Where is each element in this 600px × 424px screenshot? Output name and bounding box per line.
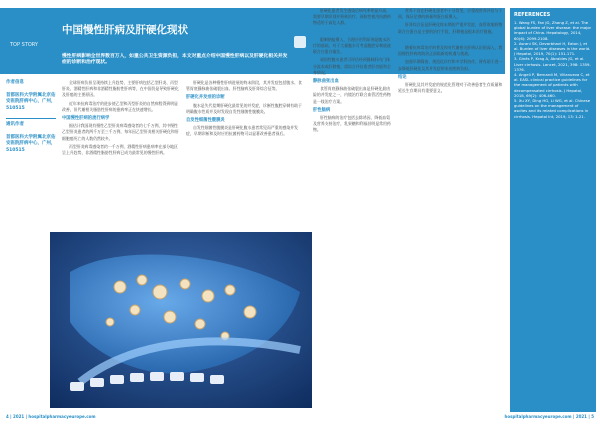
reference-item: 1. Wang FS, Fan JG, Zhang Z, et al. The global burden of liver disease: the major impact of China. Hepatology, 2014, 60(6): 2099-2108.	[514, 20, 592, 41]
divider	[6, 118, 56, 119]
abstract: 慢性肝病影响全世界数百万人，如重公共卫生资源负担，本文对重点介绍中国慢性肝病以及肝硬化相关并发症的诊断和治疗现状。	[62, 54, 288, 66]
body-column-4	[398, 8, 506, 412]
section-heading: 肝性脑病	[313, 107, 331, 113]
author-info-heading: 作者信息	[6, 80, 24, 85]
paragraph: 加强早期筛查、规范化诊疗和多学科协作，将有助于进一步降低肝硬化及其并发症带来的疾病负担。	[398, 59, 503, 71]
correspondence-affiliation: 首都医科大学附属北京佑安医院肝病中心，广州，510515	[6, 134, 56, 153]
paragraph: 丙型肝炎病毒感染者约一千万例，酒精性肝病患病率在部分地区呈上升趋势，非酒精性脂肪性肝病已成为最常见的慢性肝病。	[62, 143, 178, 156]
paragraph: 肝硬化是各种慢性肝病进展的终末阶段，其并发症包括腹水、食管胃底静脉曲张破裂出血、肝性脑病及肝肾综合征等。	[186, 80, 302, 92]
paragraph: 营养不良在肝硬化患者中十分常见，应重视营养评估与干预，保证足够的热量和蛋白质摄入。	[398, 8, 503, 20]
paragraph: 肝性脑病的治疗包括去除诱因、降低血氨及营养支持治疗，乳果糖和利福昔明是常用药物。	[313, 115, 391, 133]
paragraph: 限制钠盐摄入、合理应用利尿剂是腹水治疗的基础，对于大量腹水可考虑腹腔穿刺放液联合白蛋白输注。	[313, 36, 391, 55]
decorative-square-icon	[294, 36, 306, 48]
reference-item: 2. Asrani SK, Devarbhavi H, Eaton J, et al. Burden of liver diseases in the world. J Hepatol, 2019, 70(1): 151-171.	[514, 40, 591, 57]
paragraph: 近年来抗病毒治疗的进步使乙型和丙型肝炎的自然病程得到明显改善，但代谢相关脂肪性肝病的患病率正在快速增长。	[62, 100, 178, 112]
section-heading: 结论	[398, 74, 407, 80]
section-tag: TOP STORY	[10, 42, 38, 48]
author-affiliation: 首都医科大学附属北京佑安医院肝病中心，广州，510515	[6, 92, 56, 111]
paragraph: 食管胃底静脉曲张破裂出血是肝硬化最凶险的并发症之一，内镜治疗联合血管活性药物是一线治疗方案。	[313, 86, 391, 104]
paragraph: 据估计我国现有慢性乙型肝炎病毒感染者约七千万例，其中慢性乙型肝炎患者约两千万至三千万例，每年因乙型肝炎相关肝硬化和肝细胞癌死亡的人数仍然较多。	[62, 123, 179, 141]
paragraph: 全球肝病负担呈现持续上升趋势，主要肝病包括乙型肝炎、丙型肝炎、酒精性肝病和非酒精性脂肪性肝病等，在中国仍是导致肝硬化及肝癌的主要原因。	[62, 80, 179, 98]
paragraph: 随着抗病毒治疗的普及和对代谢相关肝病认识的深入，我国慢性肝病的防治正面临新的机遇与挑战。	[398, 45, 503, 57]
reference-item: 3. Ginès P, Krag A, Abraldes JG, et al. Liver cirrhosis. Lancet, 2021, 398: 1359-1376.	[514, 56, 591, 72]
reference-item: 4. Angeli P, Bernardi M, Villanueva C, et al. EASL clinical practice guidelines for the management of patients with decompensated cirrhosis. J Hepatol, 2018, 69(2): 406-460.	[514, 72, 590, 98]
correspondence-heading: 通讯作者	[6, 122, 24, 127]
footer-right: hospitalpharmacyeurope.com | 2021 | 5	[504, 414, 594, 419]
paragraph: 肝硬化及其并发症的规范化管理对于改善患者生存质量和延长生存期具有重要意义。	[398, 82, 503, 94]
top-strip	[0, 0, 600, 6]
liver-figure-svg	[50, 232, 312, 408]
section-heading: 静脉曲张出血	[313, 79, 339, 85]
paragraph: 腹水是失代偿期肝硬化最常见的并发症，诊断性腹腔穿刺有助于明确腹水性质并及时发现自发性细菌性腹膜炎。	[186, 102, 302, 114]
page-title: 中国慢性肝病及肝硬化现状	[62, 24, 188, 36]
footer-left: 4 | 2021 | hospitalpharmacyeurope.com	[6, 414, 96, 419]
liver-illustration	[50, 232, 312, 408]
body-column-3	[313, 8, 393, 412]
section-heading: 中国慢性肝病的流行病学	[62, 116, 110, 122]
paragraph: 肝肾综合征是肝硬化终末期的严重并发症，血管收缩药物联合白蛋白是主要的治疗手段，肝移植是根本治疗措施。	[398, 22, 503, 34]
paragraph: 顽固性腹水患者可评估经颈静脉肝内门体分流术或肝移植，需综合评估患者肝功能和全身情况。	[313, 57, 391, 75]
section-heading: 肝硬化并发症的诊断	[186, 95, 225, 101]
affiliations	[6, 80, 56, 160]
section-heading: 腹水的治疗	[313, 29, 335, 35]
section-heading: 自发性细菌性腹膜炎	[186, 118, 225, 124]
paragraph: 自发性细菌性腹膜炎是肝硬化腹水患者常见而严重的感染并发症，早期诊断和及时应用抗菌药物可以显著改善患者预后。	[186, 125, 299, 137]
reference-item: 5. Xu XY, Ding HG, Li WG, et al. Chinese guidelines on the management of ascites and its related complications in cirrhosis. Hepatol Int, 2019, 13: 1-21.	[514, 98, 591, 119]
paragraph: 肝硬化患者发生感染后病死率明显升高，需要早期识别并积极治疗，预防性使用抗菌药物适用于高危人群。	[313, 8, 391, 26]
references-heading: REFERENCES	[514, 12, 551, 18]
references-column	[510, 8, 596, 412]
section-heading: 展望	[398, 37, 407, 43]
page-footer	[0, 412, 600, 424]
references-list	[510, 20, 596, 119]
